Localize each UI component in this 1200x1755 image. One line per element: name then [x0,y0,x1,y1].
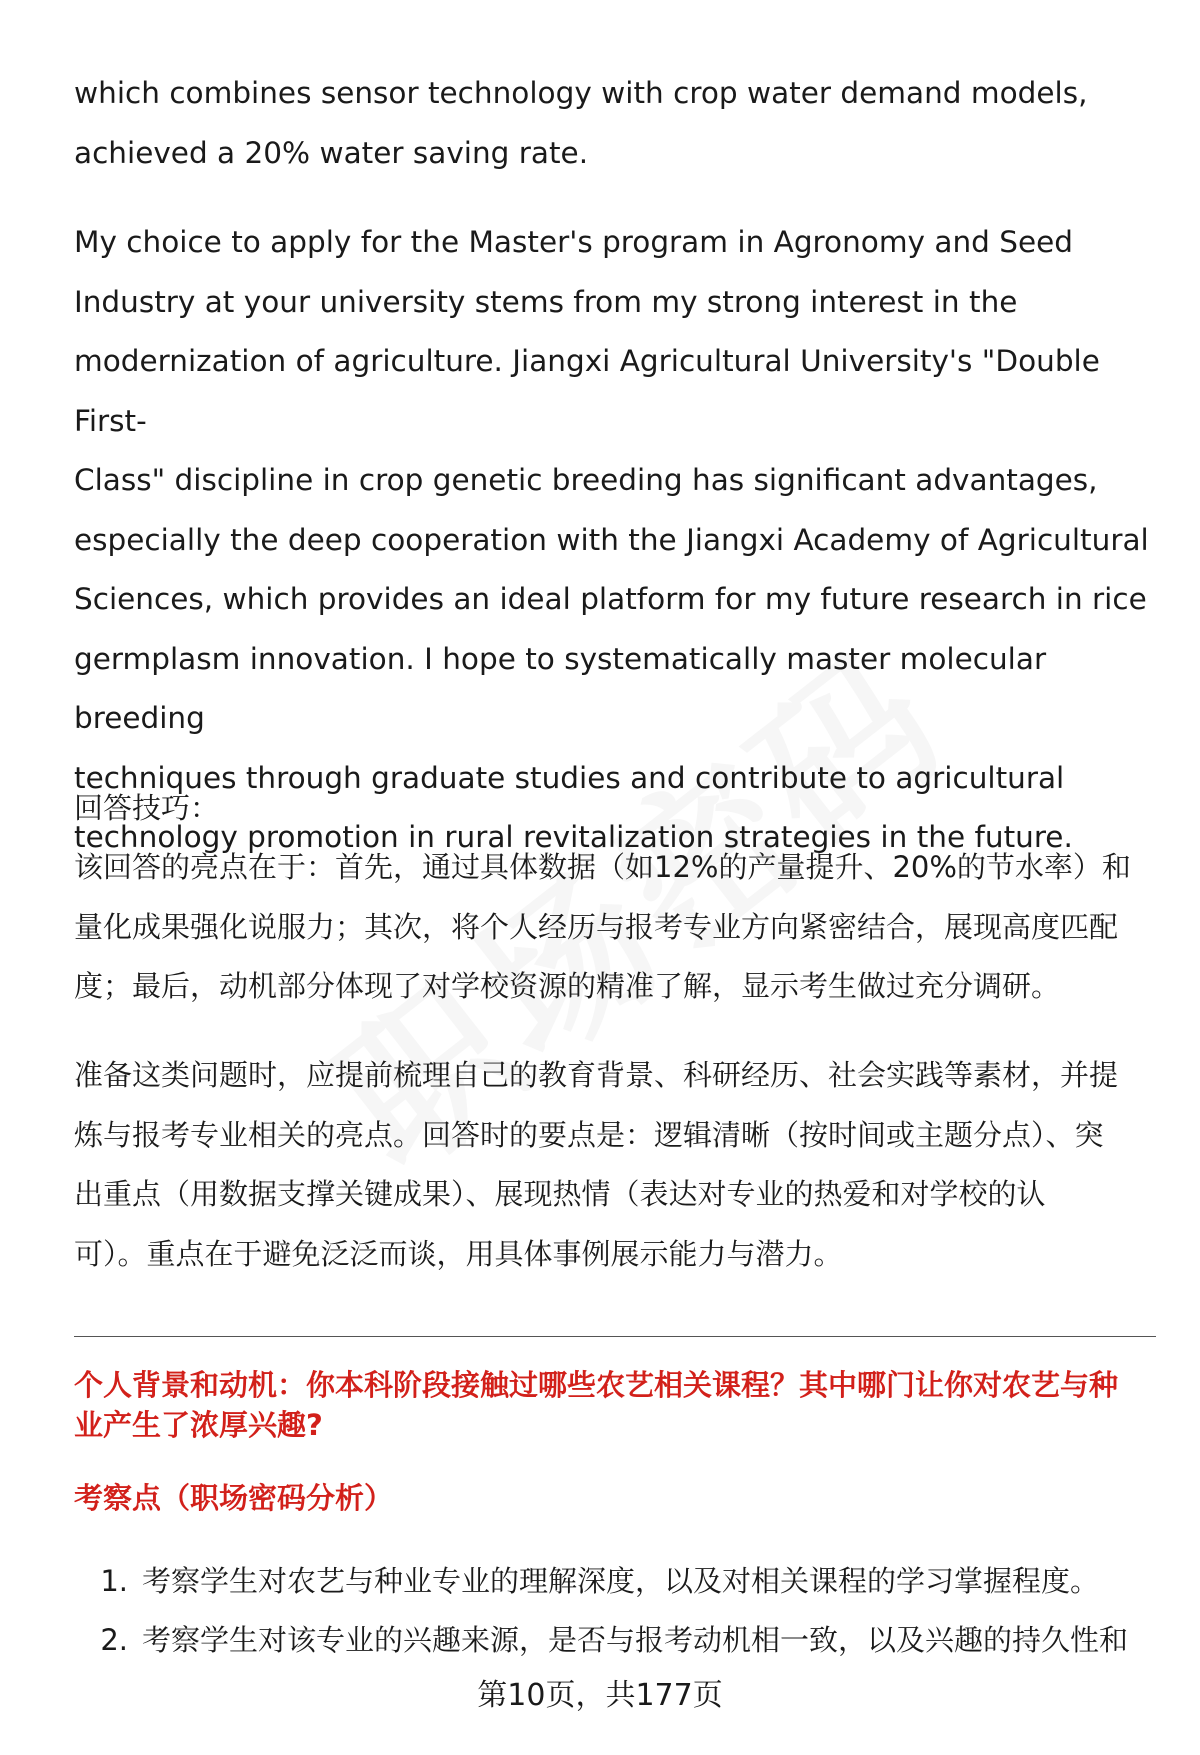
tips-heading: 回答技巧： [74,791,220,825]
text-line: which combines sensor technology with crop water demand models, [74,76,1088,110]
text-line: techniques through graduate studies and contribute to agricultural [74,760,1065,795]
text-line: 度；最后，动机部分体现了对学校资源的精准了解，显示考生做过充分调研。 [74,969,1061,1003]
list-item [74,1611,1156,1670]
text-line: 量化成果强化说服力；其次，将个人经历与报考专业方向紧密结合，展现高度匹配 [74,909,1119,944]
question-heading [74,1365,1156,1445]
text-line: modernization of agriculture. Jiangxi Agricultural University's "Double First- [74,344,1100,438]
text-line: 准备这类问题时，应提前梳理自己的教育背景、科研经历、社会实践等素材，并提 [74,1058,1119,1092]
text-line: 炼与报考专业相关的亮点。回答时的要点是：逻辑清晰（按时间或主题分点）、突 [74,1117,1104,1152]
text-line: especially the deep cooperation with the Jiangxi Academy of Agricultural [74,522,1149,557]
tips-paragraph-1 [74,838,1156,1017]
text-line: 可）。重点在于避免泛泛而谈，用具体事例展示能力与潜力。 [74,1236,843,1271]
section-divider [74,1336,1156,1337]
text-line: 出重点（用数据支撑关键成果）、展现热情（表达对专业的热爱和对学校的认 [74,1177,1046,1211]
assessment-heading: 考察点（职场密码分析） [74,1481,394,1515]
text-line: 业产生了浓厚兴趣? [74,1408,323,1442]
text-line: Industry at your university stems from my strong interest in the [74,284,1018,319]
paragraph-en-1 [74,64,1156,183]
text-line: My choice to apply for the Master's program in Agronomy and Seed [74,225,1074,259]
text-line: germplasm innovation. I hope to systematically master molecular breeding [74,641,1047,735]
text-line: achieved a 20% water saving rate. [74,135,589,170]
assessment-list [74,1552,1156,1670]
text-line: Class" discipline in crop genetic breeding has significant advantages, [74,463,1098,497]
list-text: 考察学生对农艺与种业专业的理解深度，以及对相关课程的学习掌握程度。 [142,1564,1100,1598]
paragraph-en-2 [74,213,1156,868]
text-line: technology promotion in rural revitalization strategies in the future. [74,820,1073,854]
list-text: 考察学生对该专业的兴趣来源，是否与报考动机相一致，以及兴趣的持久性和 [142,1623,1129,1657]
text-line: 个人背景和动机：你本科阶段接触过哪些农艺相关课程？其中哪门让你对农艺与种 [74,1368,1119,1402]
list-item [74,1552,1156,1611]
text-line: Sciences, which provides an ideal platform for my future research in rice [74,582,1147,616]
tips-paragraph-2 [74,1046,1156,1284]
text-line: 该回答的亮点在于：首先，通过具体数据（如12%的产量提升、20%的节水率）和 [74,850,1131,884]
page-number-footer: 第10页，共177页 [477,1678,723,1713]
list-number: 1. [100,1564,128,1598]
list-number: 2. [100,1623,128,1657]
